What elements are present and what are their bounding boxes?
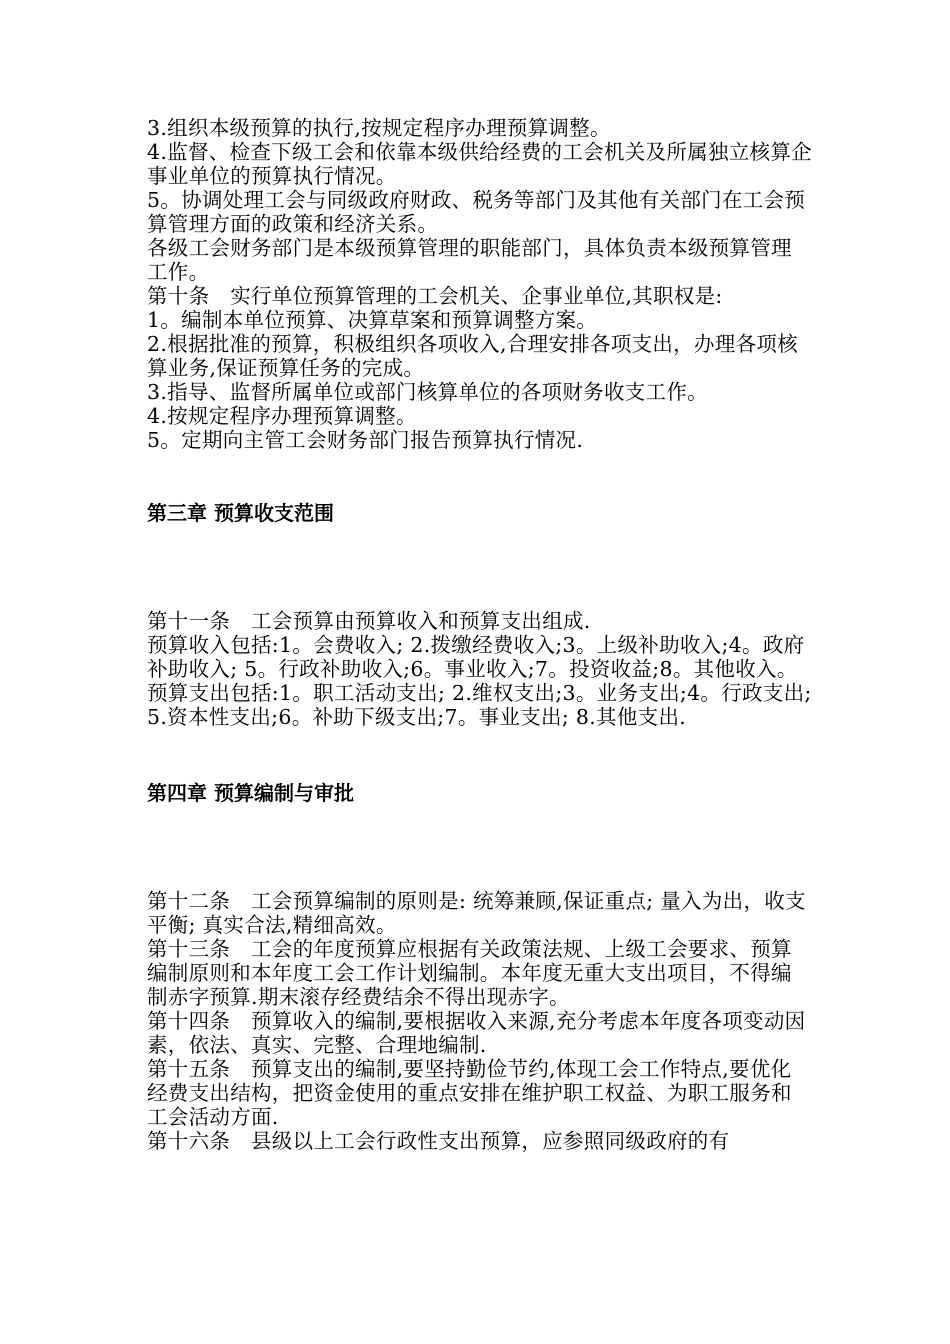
paragraph: 4.按规定程序办理预算调整。	[147, 404, 417, 428]
paragraph: 3.组织本级预算的执行,按规定程序办理预算调整。	[147, 116, 611, 140]
paragraph: 3.指导、监督所属单位或部门核算单位的各项财务收支工作。	[147, 380, 708, 404]
article-11: 第十一条 工会预算由预算收入和预算支出组成.	[147, 609, 591, 633]
paragraph: 5。定期向主管工会财务部门报告预算执行情况.	[147, 428, 584, 452]
section-chapter-4	[147, 889, 812, 1153]
article-13: 第十三条 工会的年度预算应根据有关政策法规、上级工会要求、预算编制原则和本年度工会工作计划编制。本年度无重大支出项目，不得编制赤字预算.期末滚存经费结余不得出现赤字。	[147, 937, 792, 1009]
paragraph: 4.监督、检查下级工会和依靠本级供给经费的工会机关及所属独立核算企事业单位的预算执行情况。	[147, 140, 812, 188]
paragraph: 2.根据批准的预算，积极组织各项收入,合理安排各项支出，办理各项核算业务,保证预算任务的完成。	[147, 332, 798, 380]
article-16: 第十六条 县级以上工会行政性支出预算，应参照同级政府的有	[147, 1129, 730, 1153]
article-10: 第十条 实行单位预算管理的工会机关、企事业单位,其职权是:	[147, 284, 723, 308]
section-budget-duties	[147, 116, 812, 452]
paragraph: 预算收入包括:1。会费收入; 2.拨缴经费收入;3。上级补助收入;4。政府补助收入; 5。行政补助收入;6。事业收入;7。投资收益;8。其他收入。	[147, 633, 805, 681]
article-15: 第十五条 预算支出的编制,要坚持勤俭节约,体现工会工作特点,要优化经费支出结构，把资金使用的重点安排在维护职工权益、为职工服务和工会活动方面.	[147, 1057, 792, 1129]
chapter-3-heading: 第三章 预算收支范围	[147, 501, 334, 525]
document-page	[147, 116, 812, 1153]
paragraph: 5。协调处理工会与同级政府财政、税务等部门及其他有关部门在工会预算管理方面的政策和经济关系。	[147, 188, 806, 236]
chapter-4-heading: 第四章 预算编制与审批	[147, 781, 354, 805]
paragraph: 预算支出包括:1。职工活动支出; 2.维权支出;3。业务支出;4。行政支出; 5.资本性支出;6。补助下级支出;7。事业支出; 8.其他支出.	[147, 681, 812, 729]
article-12: 第十二条 工会预算编制的原则是: 统筹兼顾,保证重点; 量入为出，收支平衡; 真实合法,精细高效。	[147, 889, 806, 937]
article-14: 第十四条 预算收入的编制,要根据收入来源,充分考虑本年度各项变动因素，依法、真实、完整、合理地编制.	[147, 1009, 806, 1057]
section-chapter-3	[147, 609, 812, 729]
paragraph: 1。编制本单位预算、决算草案和预算调整方案。	[147, 308, 598, 332]
paragraph: 各级工会财务部门是本级预算管理的职能部门，具体负责本级预算管理工作。	[147, 236, 792, 284]
